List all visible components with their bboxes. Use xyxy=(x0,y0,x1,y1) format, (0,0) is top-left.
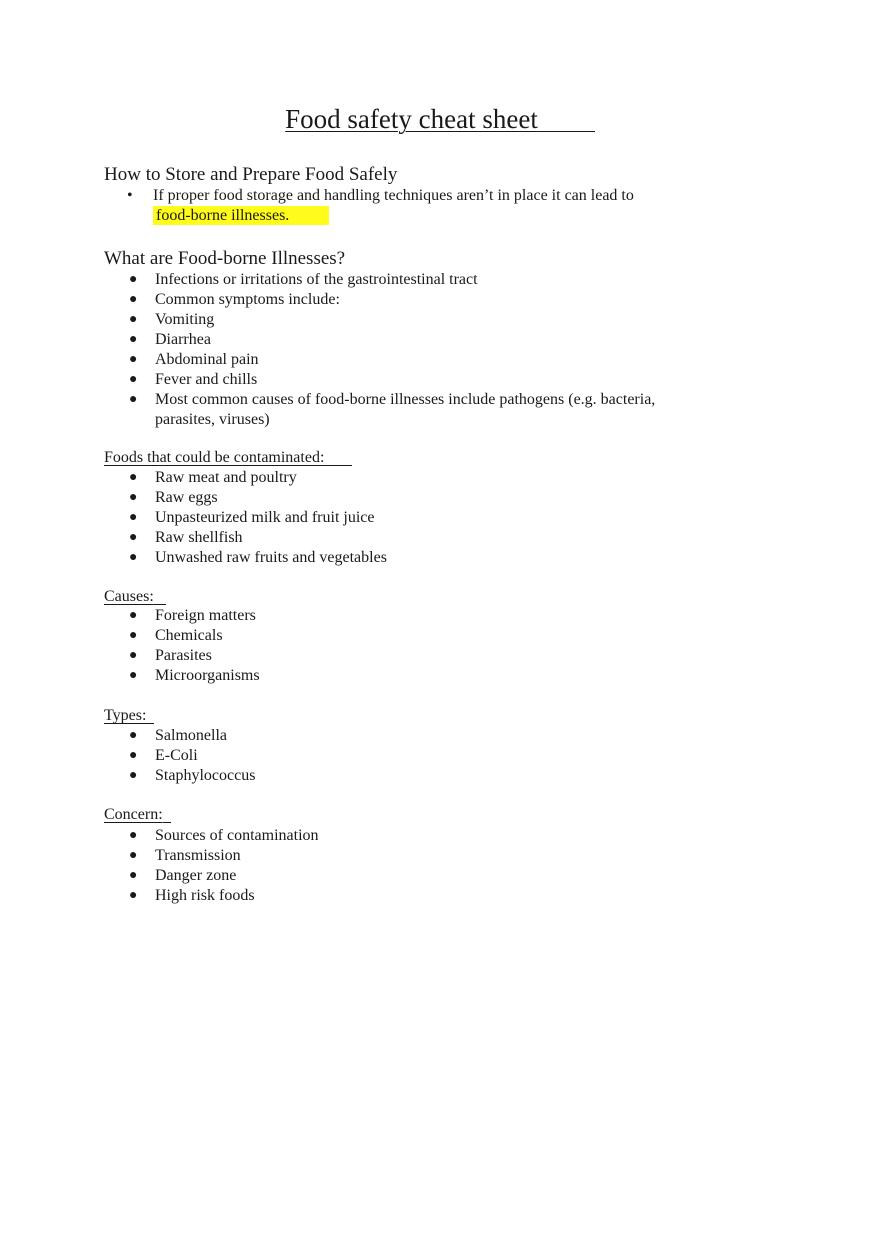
list-item: ● Abdominal pain xyxy=(129,351,259,368)
underline-tail xyxy=(154,604,166,605)
bullet-icon: ● xyxy=(129,828,138,843)
intro-bullet: • xyxy=(127,187,133,204)
contaminated-list xyxy=(104,468,387,568)
list-item: ● Raw eggs xyxy=(129,489,218,506)
bullet-icon: ● xyxy=(129,768,138,783)
underline-tail xyxy=(324,465,352,466)
list-item: ● High risk foods xyxy=(129,887,255,904)
bullet-icon: ● xyxy=(129,510,138,525)
bullet-icon: ● xyxy=(129,728,138,743)
bullet-icon: ● xyxy=(129,372,138,387)
list-item: ● Parasites xyxy=(129,647,212,664)
bullet-icon: ● xyxy=(129,848,138,863)
bullet-icon: ● xyxy=(129,470,138,485)
list-item: ● Raw meat and poultry xyxy=(129,469,297,486)
bullet-icon: ● xyxy=(129,748,138,763)
subheading-types: Types: xyxy=(104,706,154,726)
list-item: ● Most common causes of food-borne illnesses include pathogens (e.g. bacteria, parasites, viruses) xyxy=(129,391,656,428)
bullet-icon: ● xyxy=(129,868,138,883)
causes-list xyxy=(104,606,260,686)
illness-list xyxy=(104,270,715,430)
list-item: ● Common symptoms include: xyxy=(129,291,340,308)
bullet-icon: ● xyxy=(129,628,138,643)
list-item: ● Raw shellfish xyxy=(129,529,243,546)
highlighted-text: food-borne illnesses. xyxy=(156,207,290,224)
list-item: ● Unpasteurized milk and fruit juice xyxy=(129,509,375,526)
subheading-contaminated: Foods that could be contaminated: xyxy=(104,448,352,468)
list-item: ● Fever and chills xyxy=(129,371,258,388)
list-item: ● Staphylococcus xyxy=(129,767,256,784)
list-item: ● E-Coli xyxy=(129,747,198,764)
section-heading-store: How to Store and Prepare Food Safely xyxy=(104,164,398,185)
bullet-icon: ● xyxy=(129,550,138,565)
underline-tail xyxy=(163,822,171,823)
list-item: ● Vomiting xyxy=(129,311,215,328)
concern-list xyxy=(104,826,319,906)
bullet-icon: ● xyxy=(129,272,138,287)
list-item: ● Sources of contamination xyxy=(129,827,319,844)
bullet-icon: ● xyxy=(129,668,138,683)
list-item: ● Transmission xyxy=(129,847,241,864)
bullet-icon: ● xyxy=(129,530,138,545)
list-item: ● Unwashed raw fruits and vegetables xyxy=(129,549,387,566)
underline-tail xyxy=(146,723,154,724)
section-heading-illnesses: What are Food-borne Illnesses? xyxy=(104,248,346,269)
types-list xyxy=(104,726,255,786)
bullet-icon: ● xyxy=(129,352,138,367)
bullet-icon: ● xyxy=(129,312,138,327)
intro-text-line1: If proper food storage and handling techniques aren’t in place it can lead to xyxy=(153,187,634,204)
bullet-icon: ● xyxy=(129,292,138,307)
list-item: ● Foreign matters xyxy=(129,607,256,624)
list-item: ● Microorganisms xyxy=(129,667,260,684)
list-item: ● Infections or irritations of the gastrointestinal tract xyxy=(129,271,478,288)
subheading-concern: Concern: xyxy=(104,805,171,825)
page-title: Food safety cheat sheet xyxy=(285,104,538,134)
subheading-causes: Causes: xyxy=(104,587,166,607)
bullet-icon: ● xyxy=(129,332,138,347)
bullet-icon: ● xyxy=(129,392,138,407)
bullet-icon: ● xyxy=(129,888,138,903)
list-item: ● Salmonella xyxy=(129,727,227,744)
bullet-icon: ● xyxy=(129,648,138,663)
list-item: ● Diarrhea xyxy=(129,331,211,348)
list-item: ● Danger zone xyxy=(129,867,237,884)
bullet-icon: ● xyxy=(129,490,138,505)
title-underline-tail xyxy=(538,131,595,132)
title-container xyxy=(0,104,880,134)
bullet-icon: ● xyxy=(129,608,138,623)
list-item: ● Chemicals xyxy=(129,627,223,644)
